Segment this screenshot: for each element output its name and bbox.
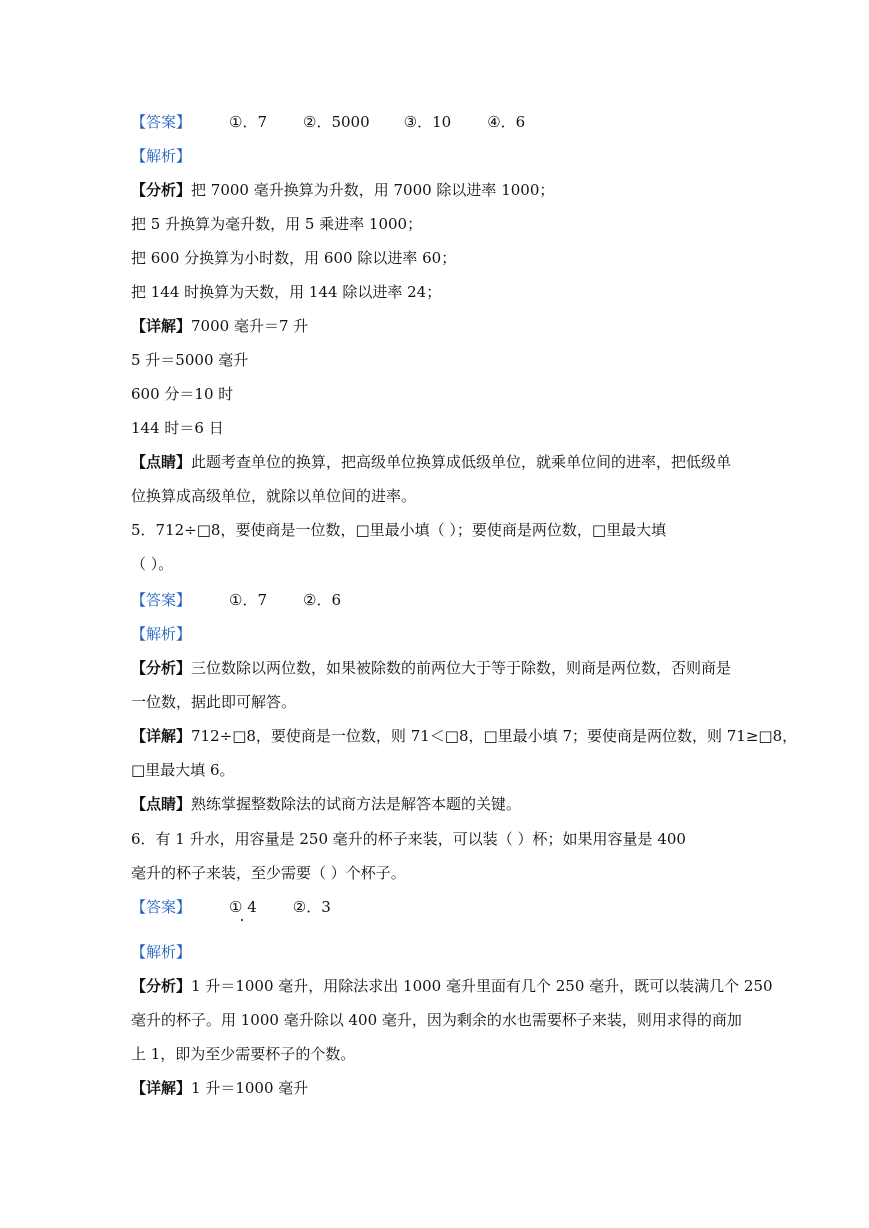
analysis-tag: 【解析】 (131, 943, 192, 961)
q5-question-line: （ ）。 (131, 555, 174, 573)
dianjing-text: 位换算成高级单位，就除以单位间的进率。 (131, 487, 417, 505)
fenxi-text: 毫升的杯子。用 1000 毫升除以 400 毫升，因为剩余的水也需要杯子来装，则用求得的商加 (131, 1011, 742, 1029)
q6-question-line: 6．有 1 升水，用容量是 250 毫升的杯子来装，可以装（ ）杯；如果用容量是 400 (131, 830, 686, 848)
fenxi-tag: 【分析】 (131, 977, 192, 995)
fenxi-text: 一位数，据此即可解答。 (131, 693, 297, 711)
answer-2: ②．6 (303, 591, 342, 609)
answer-1: ① 4 (229, 898, 257, 916)
fenxi-tag: 【分析】 (131, 659, 192, 677)
xiangjie-tag: 【详解】 (131, 1079, 192, 1097)
xiangjie-text: 7000 毫升＝7 升 (191, 317, 309, 335)
stray-dot-mark (241, 919, 243, 921)
answer-3: ③．10 (403, 113, 452, 131)
q4-dianjing-line (131, 452, 731, 472)
xiangjie-tag: 【详解】 (131, 727, 192, 745)
fenxi-text: 把 7000 毫升换算为升数，用 7000 除以进率 1000； (191, 181, 555, 199)
q5-question-line: 5．712÷□8，要使商是一位数，□里最小填（ ）；要使商是两位数，□里最大填 (131, 521, 667, 539)
q5-xiangjie-line (131, 726, 797, 746)
answer-2: ②．5000 (303, 113, 370, 131)
answer-tag: 【答案】 (131, 898, 192, 916)
dianjing-text: 此题考查单位的换算，把高级单位换算成低级单位，就乘单位间的进率，把低级单 (191, 453, 732, 471)
answer-2: ②．3 (292, 898, 331, 916)
q4-xiangjie-line (131, 316, 308, 336)
xiangjie-text: 1 升＝1000 毫升 (191, 1079, 309, 1097)
xiangjie-text: 5 升＝5000 毫升 (131, 351, 249, 369)
q6-question-line: 毫升的杯子来装，至少需要（ ）个杯子。 (131, 864, 406, 882)
dianjing-tag: 【点睛】 (131, 453, 192, 471)
analysis-tag: 【解析】 (131, 625, 192, 643)
fenxi-text: 把 5 升换算为毫升数，用 5 乘进率 1000； (131, 215, 423, 233)
fenxi-text: 上 1，即为至少需要杯子的个数。 (131, 1045, 356, 1063)
q4-answer-line (131, 112, 525, 132)
q6-answer-line (131, 897, 331, 917)
q4-fenxi-line (131, 180, 554, 200)
xiangjie-text: □里最大填 6。 (131, 761, 235, 779)
fenxi-text: 把 144 时换算为天数，用 144 除以进率 24； (131, 283, 442, 301)
fenxi-text: 1 升＝1000 毫升，用除法求出 1000 毫升里面有几个 250 毫升，既可以装满几个 250 (191, 977, 773, 995)
q6-fenxi-line (131, 976, 773, 996)
xiangjie-text: 712÷□8，要使商是一位数，则 71＜□8，□里最小填 7；要使商是两位数，则 71≥□8， (191, 727, 798, 745)
answer-tag: 【答案】 (131, 113, 192, 131)
fenxi-tag: 【分析】 (131, 181, 192, 199)
q5-answer-line (131, 590, 341, 610)
answer-tag: 【答案】 (131, 591, 192, 609)
xiangjie-text: 144 时＝6 日 (131, 419, 224, 437)
q5-fenxi-line (131, 658, 731, 678)
q6-xiangjie-line (131, 1078, 308, 1098)
answer-1: ①．7 (229, 113, 268, 131)
dianjing-tag: 【点睛】 (131, 795, 192, 813)
q5-dianjing-line (131, 794, 521, 814)
dianjing-text: 熟练掌握整数除法的试商方法是解答本题的关键。 (191, 795, 522, 813)
answer-1: ①．7 (229, 591, 268, 609)
fenxi-text: 三位数除以两位数，如果被除数的前两位大于等于除数，则商是两位数，否则商是 (191, 659, 732, 677)
fenxi-text: 把 600 分换算为小时数，用 600 除以进率 60； (131, 249, 457, 267)
answer-4: ④．6 (487, 113, 526, 131)
xiangjie-tag: 【详解】 (131, 317, 192, 335)
xiangjie-text: 600 分＝10 时 (131, 385, 234, 403)
analysis-tag: 【解析】 (131, 147, 192, 165)
